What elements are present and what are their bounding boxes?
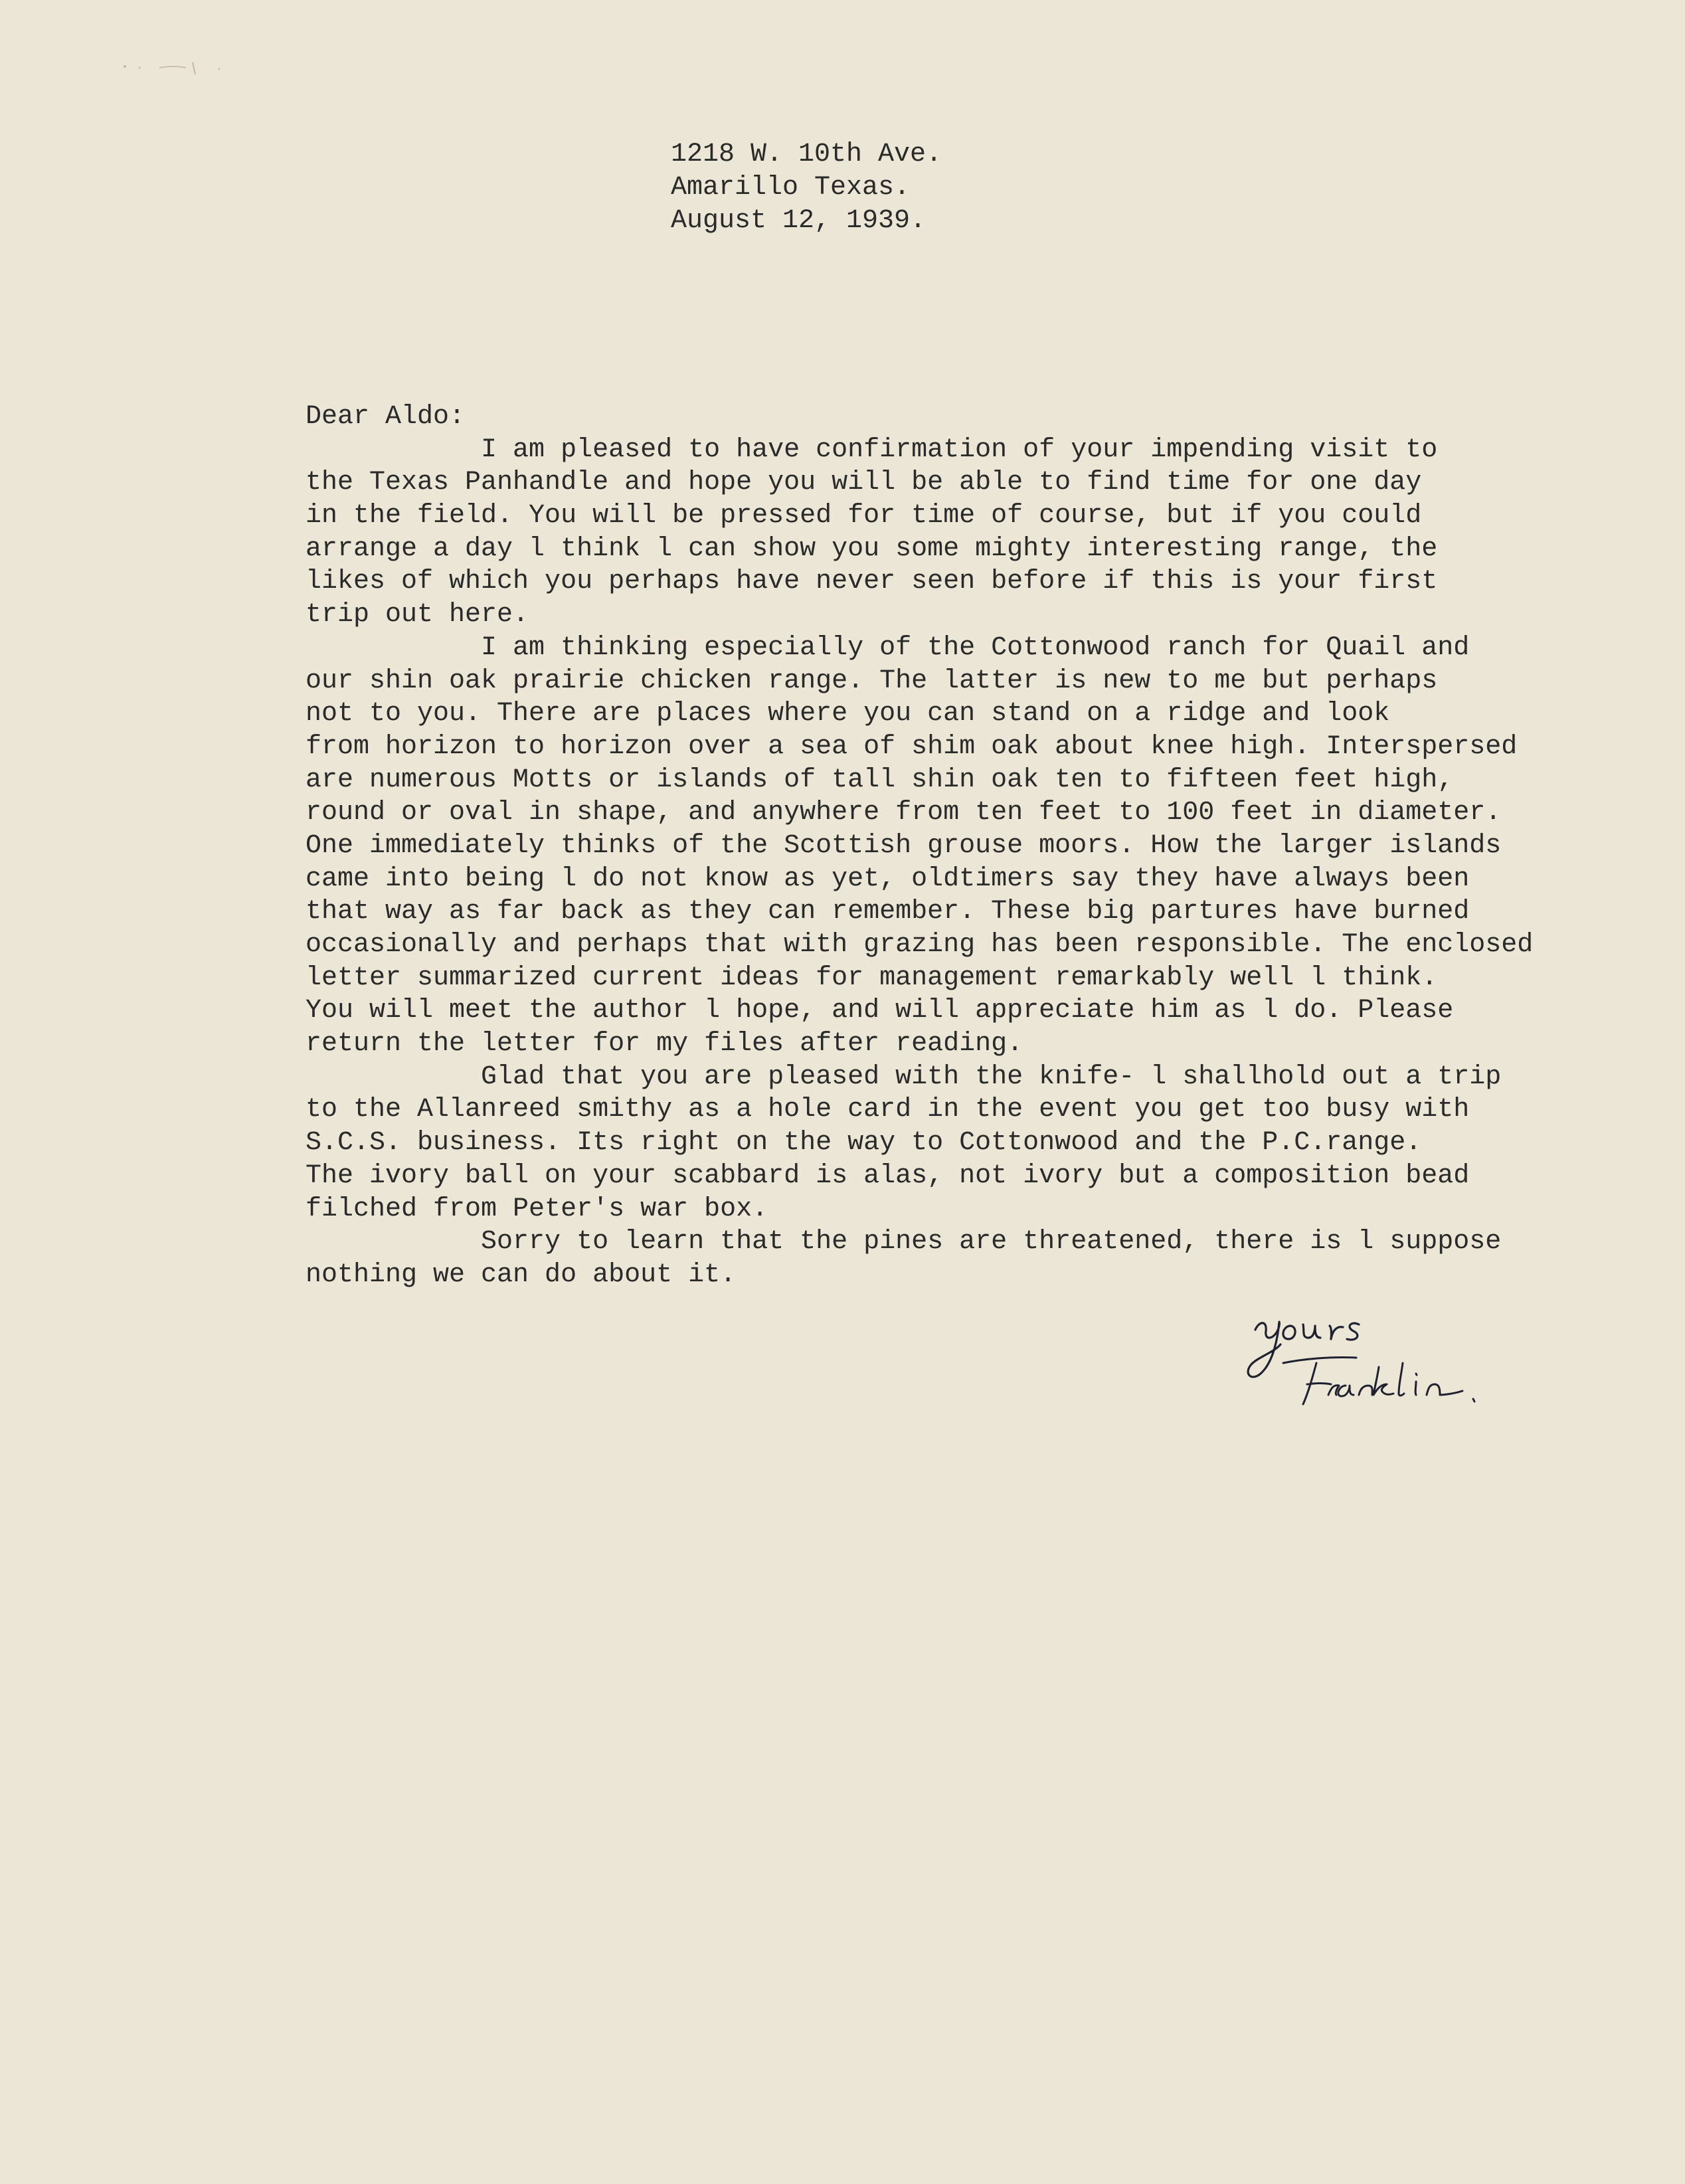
body-line: You will meet the author l hope, and will appreciate him as l do. Please [306, 996, 1454, 1026]
body-line: likes of which you perhaps have never seen before if this is your first [306, 567, 1438, 597]
body-line: in the field. You will be pressed for time of course, but if you could [306, 501, 1422, 531]
body-line: the Texas Panhandle and hope you will be able to find time for one day [306, 468, 1422, 498]
signature-drawing [1229, 1302, 1548, 1421]
body-line: arrange a day l think l can show you some mighty interesting range, the [306, 533, 1438, 564]
signature-name-stroke [1283, 1357, 1474, 1404]
body-line: Sorry to learn that the pines are threatened, there is l suppose [306, 1227, 1502, 1257]
address-street: 1218 W. 10th Ave. [671, 139, 942, 169]
body-line: One immediately thinks of the Scottish grouse moors. How the larger islands [306, 830, 1502, 861]
handwritten-signature [1229, 1302, 1548, 1421]
letter-date: August 12, 1939. [671, 206, 927, 236]
body-line: The ivory ball on your scabbard is alas, not ivory but a composition bead [306, 1160, 1470, 1191]
letter-body [306, 401, 1587, 1292]
body-line: that way as far back as they can remember. These big partures have burned [306, 897, 1470, 927]
body-line: S.C.S. business. Its right on the way to Cottonwood and the P.C.range. [306, 1128, 1422, 1158]
body-line: nothing we can do about it. [306, 1259, 737, 1290]
body-line: not to you. There are places where you can stand on a ridge and look [306, 699, 1390, 729]
address-city: Amarillo Texas. [671, 173, 911, 203]
sender-address [671, 138, 942, 238]
salutation: Dear Aldo: [306, 402, 466, 432]
body-line: are numerous Motts or islands of tall shin oak ten to fifteen feet high, [306, 765, 1454, 795]
body-line: round or oval in shape, and anywhere from ten feet to 100 feet in diameter. [306, 798, 1502, 828]
body-line: our shin oak prairie chicken range. The latter is new to me but perhaps [306, 666, 1438, 696]
body-line: to the Allanreed smithy as a hole card in the event you get too busy with [306, 1095, 1470, 1125]
body-line: Glad that you are pleased with the knife- l shallhold out a trip [306, 1061, 1502, 1092]
body-line: occasionally and perhaps that with grazing has been responsible. The enclosed [306, 930, 1534, 960]
body-line: came into being l do not know as yet, oldtimers say they have always been [306, 864, 1470, 894]
body-line: I am thinking especially of the Cottonwood ranch for Quail and [306, 632, 1470, 663]
body-line: I am pleased to have confirmation of your impending visit to [306, 434, 1438, 465]
body-line: filched from Peter's war box. [306, 1194, 768, 1224]
paper-mark [120, 57, 239, 77]
body-line: return the letter for my files after reading. [306, 1029, 1023, 1059]
body-line: trip out here. [306, 600, 529, 630]
body-line: from horizon to horizon over a sea of shim oak about knee high. Interspersed [306, 731, 1518, 762]
signature-closing-stroke [1248, 1322, 1359, 1377]
body-line: letter summarized current ideas for management remarkably well l think. [306, 962, 1438, 993]
